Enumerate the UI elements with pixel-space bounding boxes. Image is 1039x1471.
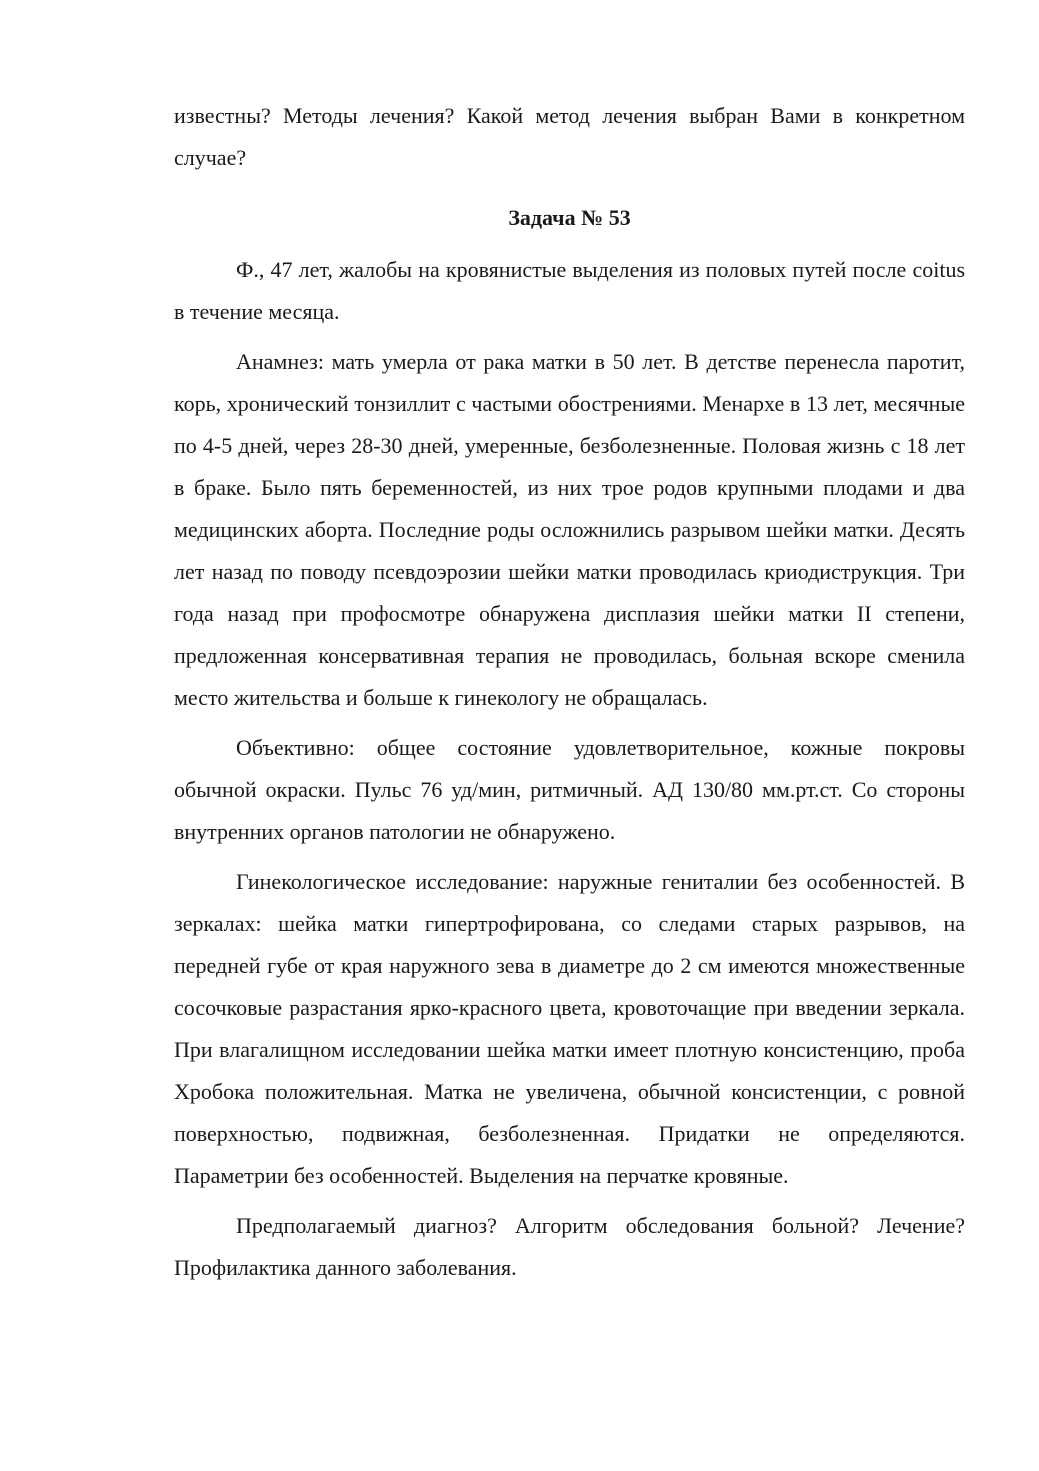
objective-paragraph: Объективно: общее состояние удовлетворительное, кожные покровы обычной окраски. Пульс 76 уд/мин, ритмичный. АД 130/80 мм.рт.ст. Со стороны внутренних органов патологии не обнаружено. (174, 735, 965, 844)
continuation-paragraph: известны? Методы лечения? Какой метод лечения выбран Вами в конкретном случае? (174, 103, 965, 170)
task-title: Задача № 53 (508, 205, 631, 230)
anamnesis-paragraph: Анамнез: мать умерла от рака матки в 50 лет. В детстве перенесла паротит, корь, хронический тонзиллит с частыми обострениями. Менархе в 13 лет, месячные по 4-5 дней, через 28-30 дней, умеренные, безболезненные. Половая жизнь с 18 лет в браке. Было пять беременностей, из них трое родов крупными плодами и два медицинских аборта. Последние роды осложнились разрывом шейки матки. Десять лет назад по поводу псевдоэрозии шейки матки проводилась криодиструкция. Три года назад при профосмотре обнаружена дисплазия шейки матки II степени, предложенная консервативная терапия не проводилась, больная вскоре сменила место жительства и больше к гинекологу не обращалась. (174, 349, 965, 710)
questions-paragraph: Предполагаемый диагноз? Алгоритм обследования больной? Лечение? Профилактика данного заболевания. (174, 1213, 965, 1280)
document-page (174, 95, 965, 1289)
gynecological-exam-paragraph: Гинекологическое исследование: наружные гениталии без особенностей. В зеркалах: шейка матки гипертрофирована, со следами старых разрывов, на передней губе от края наружного зева в диаметре до 2 см имеются множественные сосочковые разрастания ярко-красного цвета, кровоточащие при введении зеркала. При влагалищном исследовании шейка матки имеет плотную консистенцию, проба Хробока положительная. Матка не увеличена, обычной консистенции, с ровной поверхностью, подвижная, безболезненная. Придатки не определяются. Параметрии без особенностей. Выделения на перчатке кровяные. (174, 869, 965, 1188)
complaint-paragraph: Ф., 47 лет, жалобы на кровянистые выделения из половых путей после coitus в течение месяца. (174, 257, 965, 324)
